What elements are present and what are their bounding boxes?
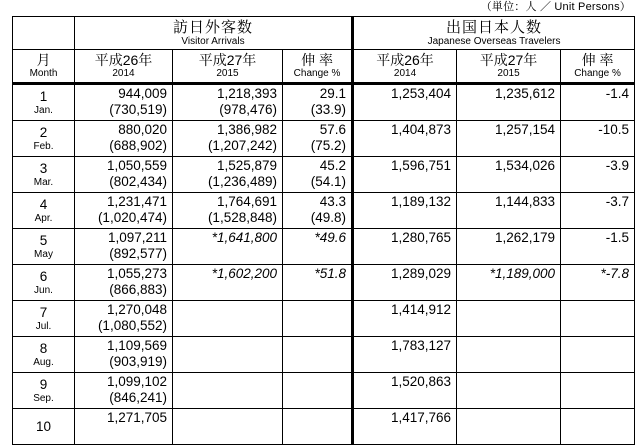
japanese-2014-value: 1,520,863 [353,373,457,391]
japanese-change-sub [561,174,635,193]
col-vchange-en: Change % [293,68,341,79]
japanese-2015-value: 1,144,833 [457,193,561,211]
japanese-2015-value: 1,262,179 [457,229,561,247]
col-header-month [13,50,75,84]
japanese-2015-value [457,373,561,391]
unit-note: （単位：人 ／ Unit Persons） [480,1,631,13]
col-header-visitor-change [283,50,353,84]
japanese-change-value [561,409,635,427]
japanese-2014-value: 1,596,751 [353,157,457,175]
japanese-change-sub [561,390,635,409]
japanese-change-value [561,337,635,355]
table-row [13,409,635,427]
visitor-2014-subvalue [75,426,173,445]
japanese-change-value: -3.7 [561,193,635,211]
visitor-change-subvalue [283,282,353,301]
group-header-japanese [353,17,635,50]
table-row [13,229,635,247]
month-number: 9 [39,377,48,392]
visitor-change-subvalue [283,390,353,409]
japanese-change-value [561,301,635,319]
japanese-2015-value [457,337,561,355]
visitor-change-value: 57.6 [283,121,353,139]
month-number: 6 [39,269,48,284]
japanese-2015-sub [457,318,561,337]
japanese-change-value [561,373,635,391]
visitor-change-value: *51.8 [283,265,353,283]
visitor-2015-subvalue [173,354,283,373]
japanese-2014-value: 1,289,029 [353,265,457,283]
japanese-2015-sub [457,138,561,157]
japanese-2014-value: 1,783,127 [353,337,457,355]
table-row [13,121,635,139]
visitor-2014-subvalue: (892,577) [75,246,173,265]
japanese-2014-sub [353,390,457,409]
visitor-2015-value: 1,218,393 [173,84,283,103]
col-header-visitor-2015 [173,50,283,84]
visitor-2014-value: 1,231,471 [75,193,173,211]
table-body [13,84,635,445]
visitor-2014-subvalue: (688,902) [75,138,173,157]
japanese-2014-value: 1,189,132 [353,193,457,211]
visitor-2015-subvalue: (978,476) [173,102,283,121]
japanese-2014-sub [353,246,457,265]
japanese-2014-sub [353,354,457,373]
col-month-en: Month [29,68,58,79]
japanese-2015-sub [457,354,561,373]
visitor-change-subvalue [283,318,353,337]
japanese-2015-sub [457,246,561,265]
visitor-2015-subvalue: (1,207,242) [173,138,283,157]
japanese-change-sub [561,210,635,229]
visitor-change-value: 29.1 [283,84,353,103]
col-v2015-jp: 平成27年 [198,52,257,68]
col-header-visitor-2014 [75,50,173,84]
month-cell [13,373,75,409]
visitor-change-subvalue [283,426,353,445]
visitor-2014-value: 1,271,705 [75,409,173,427]
month-english: Jun. [34,285,53,296]
month-english: Aug. [33,357,54,368]
visitor-2015-value [173,373,283,391]
month-number: 8 [39,341,48,356]
statistics-table [12,16,635,445]
visitor-2015-value: 1,386,982 [173,121,283,139]
visitor-2015-value [173,337,283,355]
visitor-2014-value: 1,099,102 [75,373,173,391]
table-row [13,193,635,211]
japanese-2015-sub [457,174,561,193]
col-j2014-en: 2014 [393,68,417,79]
japanese-2015-value: *1,189,000 [457,265,561,283]
header-blank [13,17,75,50]
table-row-sub [13,390,635,409]
month-number: 1 [39,89,48,104]
col-v2014-en: 2014 [112,68,135,79]
visitor-change-subvalue: (75.2) [283,138,353,157]
col-jchange-jp: 伸 率 [581,52,614,68]
visitor-2015-value: 1,764,691 [173,193,283,211]
visitor-2014-value: 880,020 [75,121,173,139]
japanese-2015-value: 1,235,612 [457,84,561,103]
col-header-japanese-change [561,50,635,84]
visitor-2014-subvalue: (1,020,474) [75,210,173,229]
month-cell [13,193,75,229]
visitor-2015-subvalue: (1,236,489) [173,174,283,193]
visitor-2014-subvalue: (846,241) [75,390,173,409]
visitor-2014-value: 944,009 [75,84,173,103]
table-row-sub [13,102,635,121]
month-cell [13,121,75,157]
japanese-2015-sub [457,426,561,445]
visitor-2015-subvalue [173,390,283,409]
month-number: 10 [35,419,52,434]
visitor-change-subvalue: (49.8) [283,210,353,229]
col-j2014-jp: 平成26年 [376,52,434,68]
month-english: Feb. [33,141,54,152]
table-row-sub [13,354,635,373]
table-row [13,373,635,391]
col-header-japanese-2014 [353,50,457,84]
japanese-change-sub [561,282,635,301]
japanese-2015-sub [457,282,561,301]
japanese-change-value: -3.9 [561,157,635,175]
group-japanese-en: Japanese Overseas Travelers [427,35,561,47]
group-visitor-jp: 訪日外客数 [173,18,254,36]
japanese-change-value: -1.5 [561,229,635,247]
group-header-visitor [75,17,353,50]
japanese-2014-sub [353,210,457,229]
col-v2015-en: 2015 [216,68,239,79]
japanese-2014-value: 1,280,765 [353,229,457,247]
visitor-change-subvalue: (54.1) [283,174,353,193]
visitor-2014-value: 1,109,569 [75,337,173,355]
visitor-2014-value: 1,270,048 [75,301,173,319]
japanese-2014-value: 1,253,404 [353,84,457,103]
table-row-sub [13,138,635,157]
japanese-change-value: -10.5 [561,121,635,139]
japanese-2015-value [457,409,561,427]
visitor-2014-subvalue: (866,883) [75,282,173,301]
month-cell [13,301,75,337]
month-cell [13,265,75,301]
month-number: 3 [39,161,48,176]
japanese-change-value: *-7.8 [561,265,635,283]
month-english: Apr. [34,213,53,224]
month-cell [13,337,75,373]
table-row [13,265,635,283]
table-row-sub [13,282,635,301]
visitor-2015-value: *1,602,200 [173,265,283,283]
table-row-sub [13,210,635,229]
table-row-sub [13,318,635,337]
japanese-2015-value: 1,534,026 [457,157,561,175]
visitor-2015-subvalue [173,318,283,337]
japanese-change-sub [561,426,635,445]
month-number: 5 [39,233,48,248]
japanese-change-sub [561,246,635,265]
month-number: 7 [39,305,48,320]
group-japanese-jp: 出国日本人数 [446,18,543,36]
visitor-2015-value: *1,641,800 [173,229,283,247]
month-number: 2 [39,125,48,140]
visitor-change-subvalue [283,246,353,265]
visitor-2015-subvalue [173,282,283,301]
month-number: 4 [39,197,48,212]
japanese-2015-value [457,301,561,319]
table-row [13,157,635,175]
month-english: Jul. [35,321,52,332]
visitor-change-value: 43.3 [283,193,353,211]
visitor-2015-value: 1,525,879 [173,157,283,175]
table-header [13,17,635,84]
japanese-change-sub [561,354,635,373]
japanese-change-sub [561,102,635,121]
visitor-change-subvalue: (33.9) [283,102,353,121]
col-vchange-jp: 伸 率 [301,52,333,68]
japanese-2014-sub [353,174,457,193]
visitor-change-subvalue [283,354,353,373]
japanese-2015-sub [457,210,561,229]
japanese-change-sub [561,138,635,157]
japanese-2015-value: 1,257,154 [457,121,561,139]
month-cell [13,229,75,265]
japanese-2015-sub [457,390,561,409]
visitor-2014-value: 1,097,211 [75,229,173,247]
japanese-2014-value: 1,404,873 [353,121,457,139]
month-english: May [34,249,53,260]
table-row-sub [13,174,635,193]
japanese-2015-sub [457,102,561,121]
japanese-change-value: -1.4 [561,84,635,103]
month-cell [13,157,75,193]
japanese-2014-sub [353,282,457,301]
table-row [13,337,635,355]
visitor-2015-subvalue [173,246,283,265]
visitor-2014-subvalue: (903,919) [75,354,173,373]
col-month-jp: 月 [36,52,51,68]
col-j2015-en: 2015 [497,68,520,79]
col-jchange-en: Change % [574,68,621,79]
visitor-2014-subvalue: (802,434) [75,174,173,193]
japanese-2014-value: 1,414,912 [353,301,457,319]
visitor-change-value [283,301,353,319]
table-row [13,301,635,319]
col-v2014-jp: 平成26年 [94,52,153,68]
month-english: Mar. [33,177,54,188]
visitor-2015-subvalue: (1,528,848) [173,210,283,229]
visitor-2014-subvalue: (730,519) [75,102,173,121]
japanese-2014-value: 1,417,766 [353,409,457,427]
japanese-2014-sub [353,138,457,157]
visitor-2015-value [173,301,283,319]
visitor-2015-subvalue [173,426,283,445]
japanese-2014-sub [353,426,457,445]
visitor-change-value: 45.2 [283,157,353,175]
month-english: Jan. [34,105,53,116]
table-row [13,84,635,103]
visitor-change-value [283,337,353,355]
visitor-2014-subvalue: (1,080,552) [75,318,173,337]
visitor-2014-value: 1,050,559 [75,157,173,175]
japanese-change-sub [561,318,635,337]
group-visitor-en: Visitor Arrivals [181,35,245,47]
visitor-change-value: *49.6 [283,229,353,247]
col-j2015-jp: 平成27年 [479,52,538,68]
japanese-2014-sub [353,102,457,121]
japanese-2014-sub [353,318,457,337]
visitor-change-value [283,409,353,427]
visitor-2015-value [173,409,283,427]
col-header-japanese-2015 [457,50,561,84]
month-english: Sep. [33,393,54,404]
table-row-sub [13,426,635,445]
visitor-change-value [283,373,353,391]
table-row-sub [13,246,635,265]
month-cell [13,409,75,445]
month-cell [13,84,75,121]
visitor-2014-value: 1,055,273 [75,265,173,283]
